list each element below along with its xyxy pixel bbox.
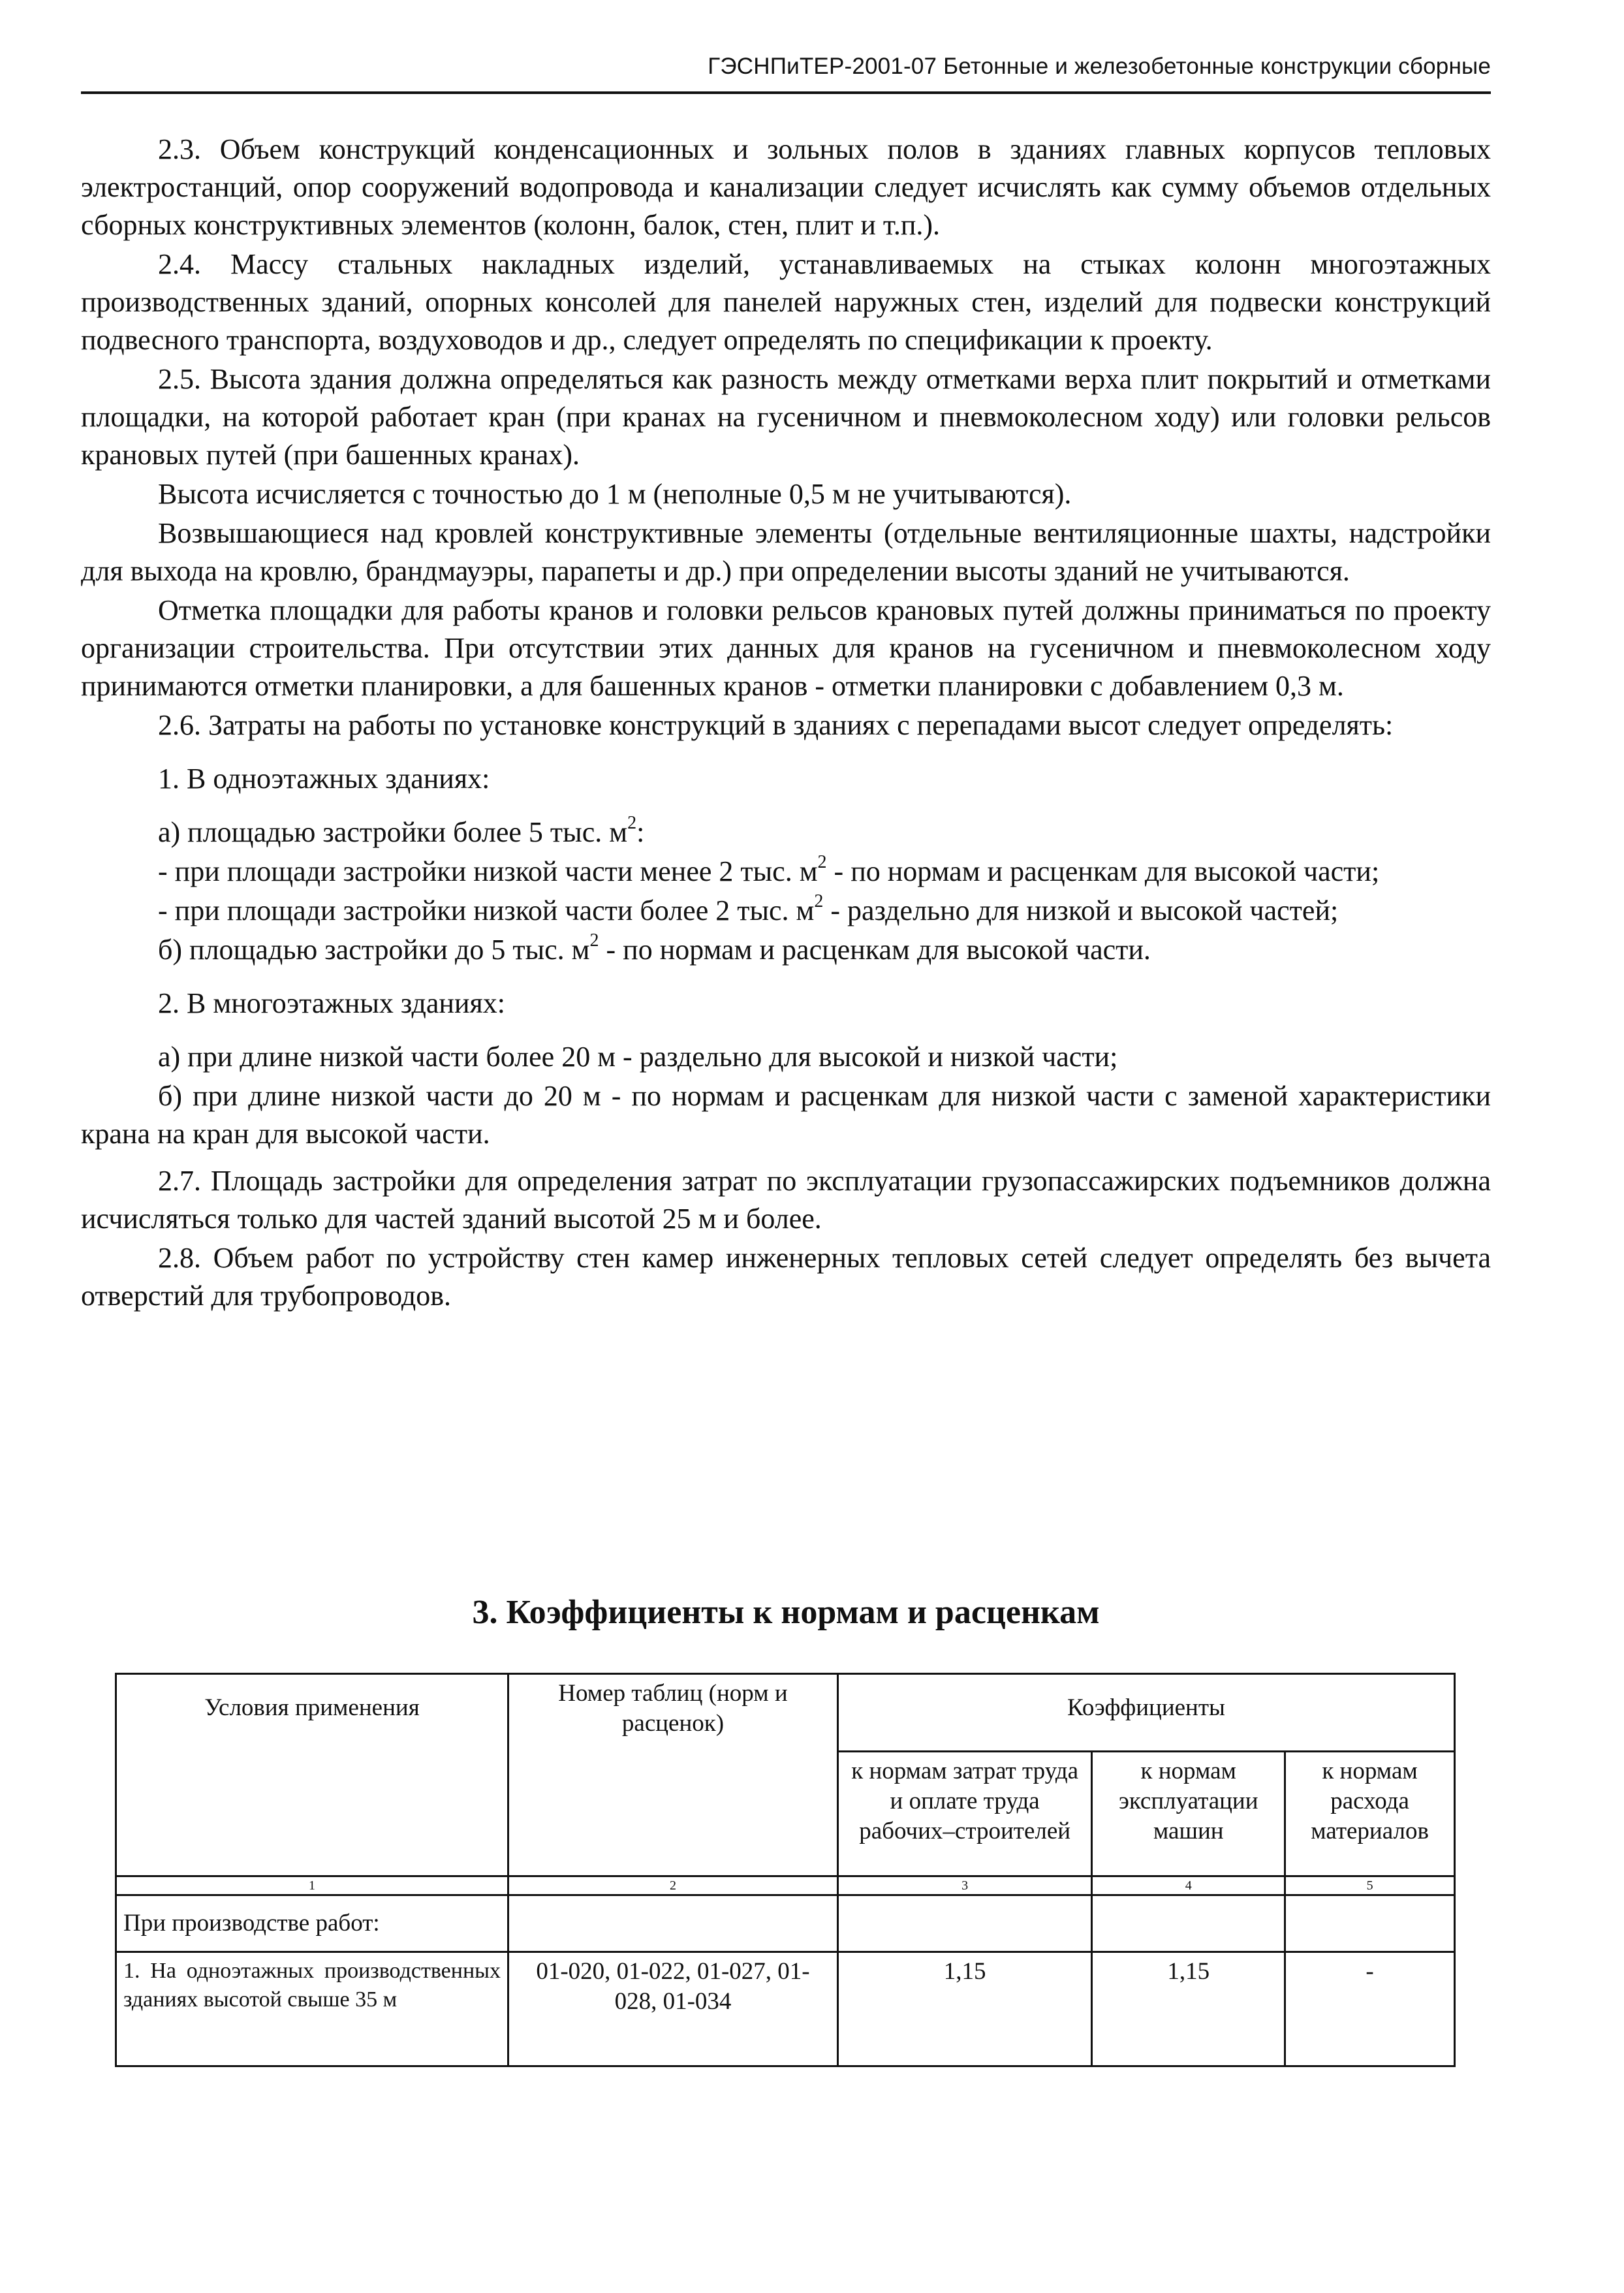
paragraph-2-7: 2.7. Площадь застройки для определения затрат по эксплуатации грузопассажирских подъемников должна исчисляться только для частей зданий высотой 25 м и более.	[81, 1165, 1491, 1235]
column-number: 4	[1092, 1876, 1285, 1895]
empty-cell	[1285, 1895, 1455, 1952]
column-number: 5	[1285, 1876, 1455, 1895]
superscript: 2	[814, 891, 824, 912]
row-labor-coef: 1,15	[837, 1952, 1091, 2066]
p-2-6-1a-i-tail: - по нормам и расценкам для высокой части;	[826, 855, 1380, 887]
empty-cell	[837, 1895, 1091, 1952]
paragraph-2-5-height: Высота исчисляется с точностью до 1 м (неполные 0,5 м не учитываются).	[158, 478, 1072, 510]
section-title: 3. Коэффициенты к нормам и расценкам	[472, 1594, 1100, 1631]
superscript: 2	[589, 930, 599, 951]
p-2-6-1a-i-text: - при площади застройки низкой части менее 2 тыс. м	[158, 855, 818, 887]
paragraph-2-5-mark: Отметка площадки для работы кранов и головки рельсов крановых путей должны приниматься по проекту организации строительства. При отсутствии этих данных для кранов на гусеничном и пневмоколесном ходу принимаются отметки планировки, а для башенных кранов - отметки планировки с добавлением 0,3 м.	[81, 594, 1491, 702]
header-table-numbers: Номер таблиц (норм и расценок)	[508, 1674, 838, 1876]
coefficients-table	[115, 1673, 1456, 2067]
paragraph-2-4: 2.4. Массу стальных накладных изделий, устанавливаемых на стыках колонн многоэтажных производственных зданий, опорных консолей для панелей наружных стен, изделий для подвески конструкций подвесного транспорта, воздуховодов и др., следует определять по спецификации к проекту.	[81, 248, 1491, 356]
paragraph-2-6-2b: б) при длине низкой части до 20 м - по нормам и расценкам для низкой части с заменой характеристики крана на кран для высокой части.	[81, 1080, 1491, 1150]
running-header: ГЭСНПиТЕР-2001-07 Бетонные и железобетонные конструкции сборные	[708, 54, 1491, 79]
row-tables: 01-020, 01-022, 01-027, 01-028, 01-034	[508, 1952, 838, 2066]
p-2-6-1a-tail: :	[636, 816, 645, 848]
paragraph-2-8: 2.8. Объем работ по устройству стен камер инженерных тепловых сетей следует определять без вычета отверстий для трубопроводов.	[81, 1242, 1491, 1312]
paragraph-2-5: 2.5. Высота здания должна определяться как разность между отметками верха плит покрытий и отметками площадки, на которой работает кран (при кранах на гусеничном и пневмоколесном ходу) или головки рельсов крановых путей (при башенных кранах).	[81, 363, 1491, 471]
p-2-6-1a-ii-text: - при площади застройки низкой части более 2 тыс. м	[158, 894, 815, 926]
paragraph-2-6-1: 1. В одноэтажных зданиях:	[158, 763, 490, 795]
superscript: 2	[817, 852, 827, 873]
column-number: 1	[116, 1876, 508, 1895]
row-materials-coef: -	[1285, 1952, 1455, 2066]
group-row-label: При производстве работ:	[116, 1895, 508, 1952]
paragraph-2-6-1b	[81, 931, 1491, 969]
paragraph-2-3: 2.3. Объем конструкций конденсационных и зольных полов в зданиях главных корпусов тепловых электростанций, опор сооружений водопровода и канализации следует исчислять как сумму объемов отдельных сборных конструктивных элементов (колонн, балок, стен, плит и т.п.).	[81, 133, 1491, 241]
table-header-row	[116, 1674, 1455, 1752]
p-2-6-1b-tail: - по нормам и расценкам для высокой части.	[599, 934, 1151, 966]
empty-cell	[1092, 1895, 1285, 1952]
column-number-row	[116, 1876, 1455, 1895]
header-materials: к нормам расхода материалов	[1285, 1752, 1455, 1876]
header-coefficients: Коэффициенты	[837, 1674, 1454, 1752]
body-text	[81, 131, 1491, 1316]
paragraph-2-5-roof: Возвышающиеся над кровлей конструктивные элементы (отдельные вентиляционные шахты, надстройки для выхода на кровлю, брандмауэры, парапеты и др.) при определении высоты зданий не учитываются.	[81, 517, 1491, 587]
paragraph-2-6-1a	[81, 814, 1491, 851]
header-conditions: Условия применения	[116, 1674, 508, 1876]
header-rule	[81, 91, 1491, 94]
column-number: 2	[508, 1876, 838, 1895]
paragraph-2-6-1a-i	[81, 853, 1491, 891]
row-condition: 1. На одноэтажных производственных зданиях высотой свыше 35 м	[116, 1952, 508, 2066]
header-labor: к нормам затрат труда и оплате труда рабочих–строителей	[837, 1752, 1091, 1876]
header-machines: к нормам эксплуатации машин	[1092, 1752, 1285, 1876]
table-row	[116, 1952, 1455, 2066]
superscript: 2	[627, 813, 637, 834]
column-number: 3	[837, 1876, 1091, 1895]
p-2-6-1a-text: а) площадью застройки более 5 тыс. м	[158, 816, 628, 848]
p-2-6-1b-text: б) площадью застройки до 5 тыс. м	[158, 934, 590, 966]
paragraph-2-6: 2.6. Затраты на работы по установке конструкций в зданиях с перепадами высот следует определять:	[158, 709, 1394, 741]
p-2-6-1a-ii-tail: - раздельно для низкой и высокой частей;	[823, 894, 1339, 926]
group-row	[116, 1895, 1455, 1952]
paragraph-2-6-2a: а) при длине низкой части более 20 м - раздельно для высокой и низкой части;	[158, 1041, 1118, 1073]
paragraph-2-6-1a-ii	[81, 892, 1491, 930]
row-machines-coef: 1,15	[1092, 1952, 1285, 2066]
paragraph-2-6-2: 2. В многоэтажных зданиях:	[158, 987, 505, 1019]
empty-cell	[508, 1895, 838, 1952]
